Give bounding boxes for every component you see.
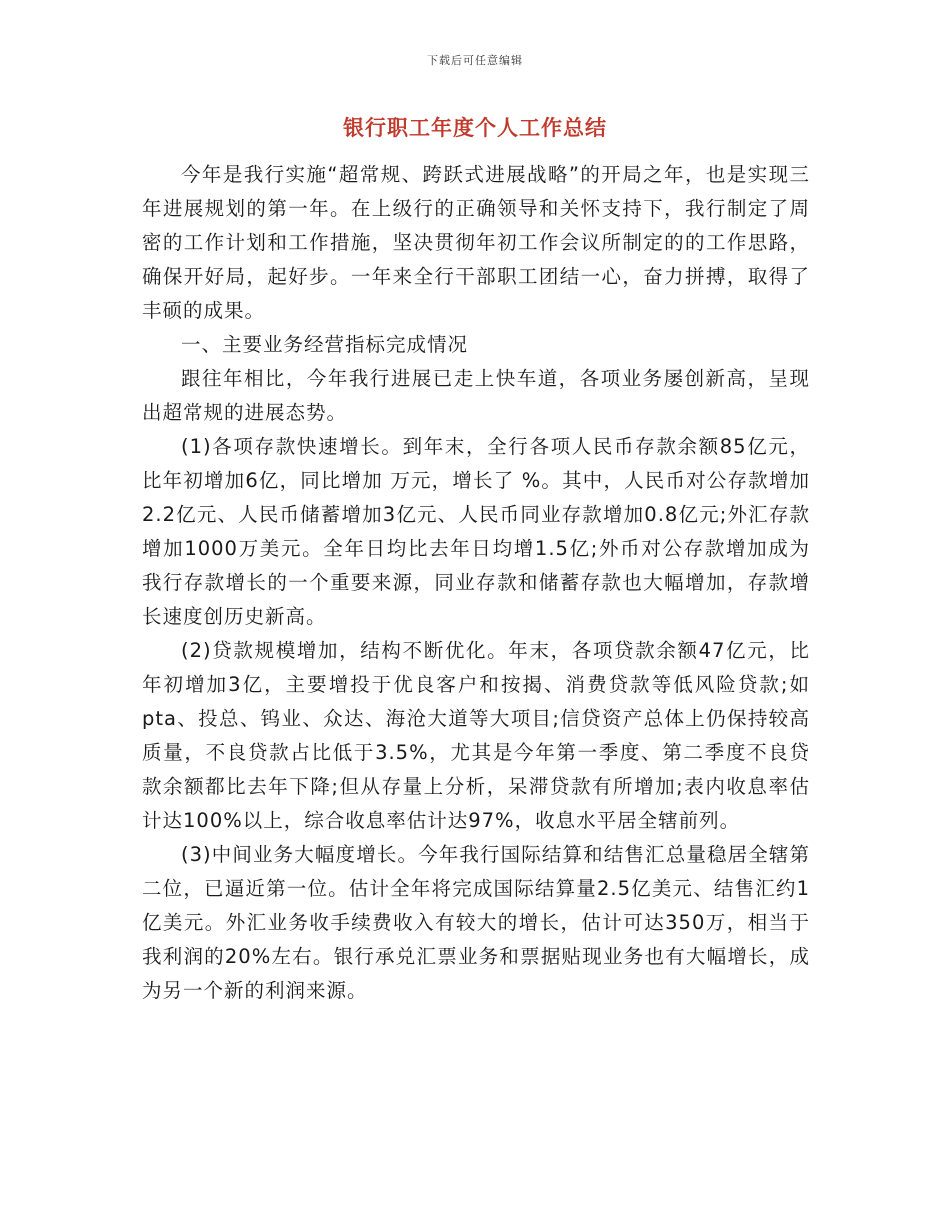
header-note: 下载后可任意编辑 <box>427 54 523 67</box>
document-title: 银行职工年度个人工作总结 <box>343 116 607 140</box>
paragraph-intro: 今年是我行实施“超常规、跨跃式进展战略”的开局之年，也是实现三年进展规划的第一年。在上级行的正确领导和关怀支持下，我行制定了周密的工作计划和工作措施，坚决贯彻年初工作会议所制定的的工作思路，确保开好局，起好步。一年来全行干部职工团结一心，奋力拼搏，取得了丰硕的成果。 <box>142 163 810 322</box>
document-body <box>142 158 810 1008</box>
paragraph-loans: (2)贷款规模增加，结构不断优化。年末，各项贷款余额47亿元，比年初增加3亿，主要增投于优良客户和按揭、消费贷款等低风险贷款;如pta、投总、钨业、众达、海沧大道等大项目;信贷资产总体上仍保持较高质量，不良贷款占比低于3.5%，尤其是今年第一季度、第二季度不良贷款余额都比去年下降;但从存量上分析，呆滞贷款有所增加;表内收息率估计达100%以上，综合收息率估计达97%，收息水平居全辖前列。 <box>142 639 810 832</box>
paragraph-deposits: (1)各项存款快速增长。到年末，全行各项人民币存款余额85亿元，比年初增加6亿，同比增加 万元，增长了 %。其中，人民币对公存款增加2.2亿元、人民币储蓄增加3亿元、人民币同业存款增加0.8亿元;外汇存款增加1000万美元。全年日均比去年日均增1.5亿;外币对公存款增加成为我行存款增长的一个重要来源，同业存款和储蓄存款也大幅增加，存款增长速度创历史新高。 <box>142 435 810 628</box>
section-heading-1: 一、主要业务经营指标完成情况 <box>181 333 469 356</box>
paragraph-overview: 跟往年相比，今年我行进展已走上快车道，各项业务屡创新高，呈现出超常规的进展态势。 <box>142 367 810 424</box>
paragraph-intermediary-business: (3)中间业务大幅度增长。今年我行国际结算和结售汇总量稳居全辖第二位，已逼近第一位。估计全年将完成国际结算量2.5亿美元、结售汇约1亿美元。外汇业务收手续费收入有较大的增长，估计可达350万，相当于我利润的20%左右。银行承兑汇票业务和票据贴现业务也有大幅增长，成为另一个新的利润来源。 <box>142 843 810 1002</box>
